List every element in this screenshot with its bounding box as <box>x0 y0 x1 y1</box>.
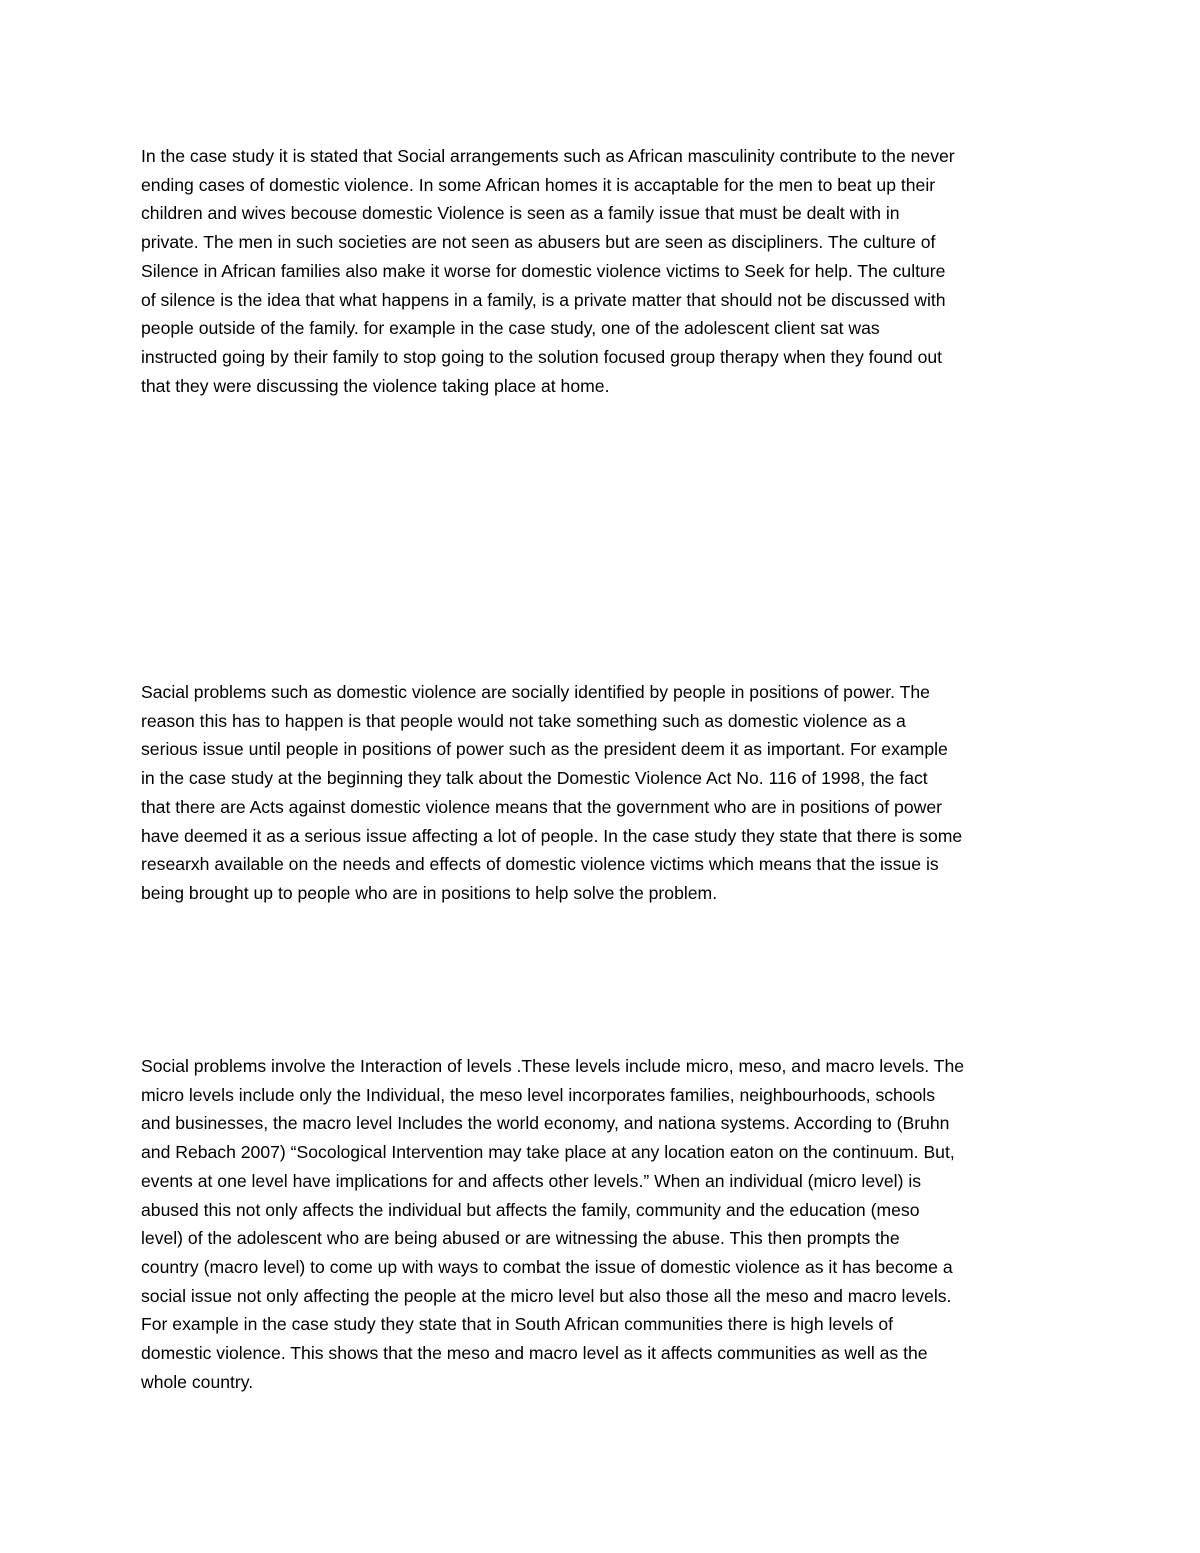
text-line: events at one level have implications for and affects other levels.” When an individual (micro level) is <box>141 1170 922 1191</box>
text-line: Silence in African families also make it worse for domestic violence victims to Seek for help. The culture <box>141 260 946 281</box>
text-line: social issue not only affecting the people at the micro level but also those all the meso and macro levels. <box>141 1285 952 1306</box>
text-line: reason this has to happen is that people would not take something such as domestic violence as a <box>141 710 906 731</box>
text-line: serious issue until people in positions of power such as the president deem it as important. For example <box>141 739 948 760</box>
paragraph-social-identification <box>141 678 1063 908</box>
text-line: of silence is the idea that what happens in a family, is a private matter that should not be discussed with <box>141 289 946 310</box>
text-line: in the case study at the beginning they talk about the Domestic Violence Act No. 116 of 1998, the fact <box>141 768 928 789</box>
text-line: that there are Acts against domestic violence means that the government who are in positions of power <box>141 796 942 817</box>
text-line: Social problems involve the Interaction of levels .These levels include micro, meso, and macro levels. The <box>141 1056 965 1076</box>
text-line: level) of the adolescent who are being abused or are witnessing the abuse. This then prompts the <box>141 1228 900 1249</box>
text-line: country (macro level) to come up with ways to combat the issue of domestic violence as it has become a <box>141 1256 953 1277</box>
text-line: researxh available on the needs and effects of domestic violence victims which means that the issue is <box>141 854 939 875</box>
text-line: and businesses, the macro level Includes the world economy, and nationa systems. According to (Bruhn <box>141 1113 950 1134</box>
text-line: abused this not only affects the individual but affects the family, community and the education (meso <box>141 1199 920 1220</box>
text-line: private. The men in such societies are not seen as abusers but are seen as discipliners. The culture of <box>141 232 936 253</box>
text-line: domestic violence. This shows that the meso and macro level as it affects communities as well as the <box>141 1343 928 1364</box>
text-line: whole country. <box>141 1371 254 1392</box>
text-line: ending cases of domestic violence. In some African homes it is accaptable for the men to beat up their <box>141 174 936 195</box>
text-line: have deemed it as a serious issue affecting a lot of people. In the case study they state that there is some <box>141 825 963 846</box>
text-line: children and wives becouse domestic Violence is seen as a family issue that must be dealt with in <box>141 203 900 224</box>
text-line: that they were discussing the violence taking place at home. <box>141 375 610 396</box>
text-line: For example in the case study they state that in South African communities there is high levels of <box>141 1314 894 1335</box>
text-line: instructed going by their family to stop going to the solution focused group therapy when they found out <box>141 346 943 367</box>
paragraph-cultural-factors <box>141 142 1063 400</box>
text-line: Sacial problems such as domestic violence are socially identified by people in positions of power. The <box>141 682 930 702</box>
paragraph-levels-interaction <box>141 1052 1063 1396</box>
text-line: In the case study it is stated that Social arrangements such as African masculinity contribute to the never <box>141 146 955 166</box>
text-line: and Rebach 2007) “Socological Intervention may take place at any location eaton on the continuum. But, <box>141 1142 955 1163</box>
text-line: being brought up to people who are in positions to help solve the problem. <box>141 882 718 903</box>
text-line: micro levels include only the Individual, the meso level incorporates families, neighbourhoods, schools <box>141 1084 936 1105</box>
text-line: people outside of the family. for example in the case study, one of the adolescent client sat was <box>141 318 880 339</box>
